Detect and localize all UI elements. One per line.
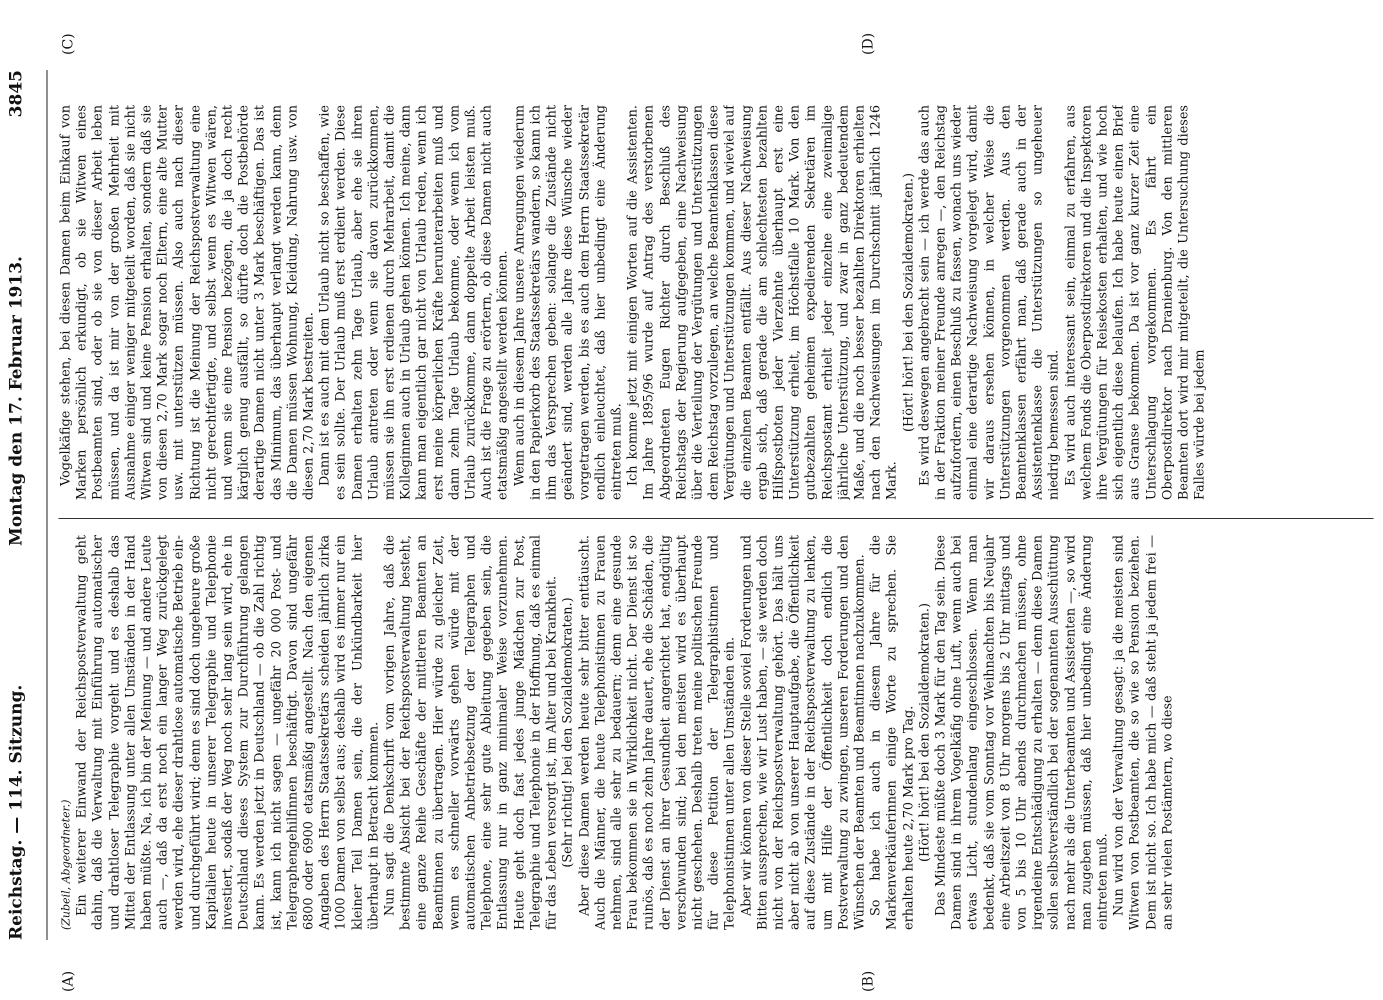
paragraph: So habe ich auch in diesem Jahre für die Markenverkäuferinnen einige Worte zu sprechen. Sie erhalten heute 2,70 Mark pro Tag. (868, 535, 916, 930)
interjection: (Sehr richtig! bei den Sozialdemokraten.) (560, 597, 576, 868)
paragraph: Nun sagt die Denkschrift vom vorigen Jahre, daß die bestimmte Absicht bei der Reichspostverwaltung besteht, eine ganze Reihe Geschäfte der mittleren Beamten an Beamtinnen zu übertragen. Hier würde zu gleicher Zeit, wenn es schneller vorwärts gehen würde mit der automatischen Anbetriebsetzung der Telegraphen und Telephone, eine sehr gute Ableitung gegeben sein, die Entlassung nur in ganz minimaler Weise vorzunehmen. Heute geht doch fast jedes junge Mädchen zur Post, Telegraphie und Telephonie in der Hoffnung, daß es einmal für das Leben versorgt ist, im Alter und bei Krankheit. (382, 535, 560, 930)
left-column (58, 535, 1373, 930)
margin-marker-b: (B) (860, 970, 876, 992)
right-column (58, 105, 1373, 500)
paragraph: Es wird auch interessant sein, einmal zu erfahren, aus welchem Fonds die Oberpostdirektoren und die Inspektoren ihre Vergütungen für Reisekosten erhalten, und wie hoch sich eigentlich diese belaufen. Ich habe heute einen Brief aus Granse bekommen. Da ist vor ganz kurzer Zeit eine Unterschlagung vorgekommen. Es fährt ein Oberpostdirektor nach Dranienburg. Von den mittleren Beamten dort wird mir mitgeteilt, die Untersuchung dieses Falles würde bei jedem (1062, 105, 1208, 500)
interjection: (Hört! hört! bei den Sozialdemokraten.) (916, 603, 932, 862)
speaker-note: (Zubeil, Abgeordneter.) (59, 799, 72, 930)
page-number: 3845 (6, 70, 26, 118)
paragraph: Es wird deswegen angebracht sein — ich werde das auch in der Fraktion meiner Freunde anregen —, den Reichstag aufzufordern, einen Beschluß zu fassen, wonach uns wieder einmal eine derartige Nachweisung vorgelegt wird, damit wir daraus ersehen können, in welcher Weise die Unterstützungen vorgenommen werden. Aus den Beamtenklassen erfährt man, daß gerade auch in der Assistentenklasse die Unterstützungen so ungeheuer niedrig bemessen sind. (916, 105, 1062, 500)
interjection: (Hört! hört! bei den Sozialdemokraten.) (900, 173, 916, 432)
paragraph: Aber diese Damen werden heute sehr bitter enttäuscht. Auch die Männer, die heute Telephonistinnen zu Frauen nehmen, sind alle sehr zu bedauern; denn eine gesunde Frau bekommen sie in Wirklichkeit nicht. Der Dienst ist so ruinös, daß es noch zehn Jahre dauert, ehe die Schäden, die der Dienst an ihrer Gesundheit angerichtet hat, endgültig verschwunden sind; bei den meisten wird es überhaupt nicht geschehen. Deshalb treten meine politischen Freunde für diese Petition der Telegraphistinnen und Telephonistinnen unter allen Umständen ein. (576, 535, 738, 930)
column-divider (58, 518, 1373, 519)
margin-marker-c: (C) (60, 33, 76, 55)
paragraph: Wenn auch in diesem Jahre unsere Anregungen wiederum in den Papierkorb des Staatssekretärs wandern, so kann ich ihm das Versprechen geben: solange die Zustände nicht geändert sind, werden alle Jahre diese Wünsche wieder vorgetragen werden, bis es auch dem Herrn Staatssekretär endlich einleuchtet, daß hier unbedingt eine Änderung eintreten muß. (511, 105, 624, 500)
paragraph: Vogelkäfige stehen, bei diesen Damen beim Einkauf von Marken persönlich erkundigt, ob sie Witwen eines Postbeamten sind, oder ob sie von dieser Arbeit leben müssen, und da ist mir von der großen Mehrheit mit Ausnahme einiger weniger mitgeteilt worden, daß sie nicht Witwen sind und keine Pension erhalten, sondern daß sie von diesen 2,70 Mark sogar noch Eltern, eine alte Mutter usw. mit unterstützen müssen. Also auch nach dieser Richtung ist die Meinung der Reichspostverwaltung eine nicht gerechtfertigte, und selbst wenn es Witwen wären, und wenn sie eine Pension bezögen, die ja doch recht kärglich genug ausfällt, so dürfte doch die Postbehörde derartige Damen nicht unter 3 Mark beschäftigen. Das ist das Minimum, das überhaupt verlangt werden kann, denn die Damen müssen Wohnung, Kleidung, Nahrung usw. von diesen 2,70 Mark bestreiten. (58, 105, 317, 500)
paragraph: Aber wir können von dieser Stelle soviel Forderungen und Bitten aussprechen, wie wir Lust haben, — sie werden doch nicht von der Reichspostverwaltung gehört. Das hält uns aber nicht ab von unserer Hauptaufgabe, die Öffentlichkeit auf diese Zustände in der Reichspostverwaltung zu lenken, um mit Hilfe der Öffentlichkeit doch endlich die Postverwaltung zu zwingen, unseren Forderungen und den Wünschen der Beamten und Beamtinnen nachzukommen. (738, 535, 867, 930)
header-left: Reichstag. — 114. Sitzung. (6, 684, 26, 940)
page-header (0, 70, 32, 940)
paragraph: Das Mindeste müßte doch 3 Mark für den Tag sein. Diese Damen sind in ihrem Vogelkäfig ohne Luft, wenn auch bei etwas Licht, stundenlang eingeschlossen. Wenn man bedenkt, daß sie vom Sonntag vor Weihnachten bis Neujahr eine Arbeitszeit von 8 Uhr morgens bis 2 Uhr mittags und von 5 bis 10 Uhr abends durchmachen müssen, ohne irgendeine Entschädigung zu erhalten — denn diese Damen sollen selbstverständlich bei der sogenannten Ausschüttung nach mehr als die Unterbeamten und Assistenten —, so wird man zugeben müssen, daß hier unbedingt eine Änderung eintreten muß. (932, 535, 1110, 930)
margin-marker-a: (A) (60, 970, 76, 992)
paragraph: Nun wird von der Verwaltung gesagt: ja die meisten sind Witwen von Postbeamten, die so wie so Pension beziehen. Dem ist nicht so. Ich habe mich — daß steht ja jedem frei — an sehr vielen Postämtern, wo diese (1111, 535, 1175, 930)
header-rule (46, 70, 47, 940)
paragraph: Ein weiterer Einwand der Reichspostverwaltung geht dahin, daß die Verwaltung mit Einführung automatischer und drahtloser Telegraphie vorgeht und es deshalb das Mittel der Entlassung unter allen Umständen in der Hand haben müßte. Na, ich bin der Meinung — und andere Leute auch —, daß da erst noch ein langer Weg zurückgelegt werden wird, ehe dieser drahtlose automatische Betrieb ein- und durchgeführt wird; denn es sind doch ungeheure große Kapitalien heute in unserer Telegraphie und Telephonie investiert, sodaß der Weg noch sehr lang sein wird, ehe in Deutschland dieses System zur Durchführung gelangen kann. Es werden jetzt in Deutschland — ob die Zahl richtig ist, kann ich nicht sagen — ungefähr 20 000 Post- und Telegraphengehilfinnen beschäftigt. Davon sind ungefähr 6800 oder 6900 etatsmäßig angestellt. Nach den eigenen Angaben des Herrn Staatssekretärs scheiden jährlich zirka 1000 Damen von selbst aus; deshalb wird es immer nur ein kleiner Teil Damen sein, die der Unkündbarkeit hier überhaupt in Betracht kommen. (74, 535, 381, 930)
margin-marker-d: (D) (860, 32, 876, 55)
header-date: Montag den 17. Februar 1913. (6, 256, 26, 546)
paragraph: Dann ist es auch mit dem Urlaub nicht so beschaffen, wie es sein sollte. Der Urlaub muß erst erdient werden. Diese Damen erhalten zehn Tage Urlaub, aber ehe sie ihren Urlaub antreten oder wenn sie davon zurückkommen, müssen sie ihn erst erdienen durch Mehrarbeit, damit die Kolleginnen auch in Urlaub gehen können. Ich meine, dann kann man eigentlich gar nicht von Urlaub reden, wenn ich erst meine körperlichen Kräfte herunterarbeiten muß und dann zehn Tage Urlaub bekomme, oder wenn ich vom Urlaub zurückkomme, dann doppelte Arbeit leisten muß. Auch ist die Frage zu erörtern, ob diese Damen nicht auch etatsmäßig angestellt werden können. (317, 105, 511, 500)
paragraph: Ich komme jetzt mit einigen Worten auf die Assistenten. Im Jahre 1895/96 wurde auf Antrag des verstorbenen Abgeordneten Eugen Richter durch Beschluß des Reichstags der Regierung aufgegeben, eine Nachweisung über die Verteilung der Vergütungen und Unterstützungen dem Reichstag vorzulegen, an welche Beamtenklassen diese Vergütungen und Unterstützungen kommen, und wieviel auf die einzelnen Beamten entfällt. Aus dieser Nachweisung ergab sich, daß gerade die am schlechtesten bezahlten Hilfspostboten jeder Vierzehnte überhaupt erst eine Unterstützung erhielt, im Höchstfalle 10 Mark. Von den gutbezahlten geheimen expedierenden Sekretären im Reichspostamt erhielt jeder einzelne eine zweimalige jährliche Unterstützung, und zwar in ganz bedeutendem Maße, und die noch besser bezahlten Direktoren erhielten nach den Nachweisungen im Durchschnitt jährlich 1246 Mark. (625, 105, 900, 500)
